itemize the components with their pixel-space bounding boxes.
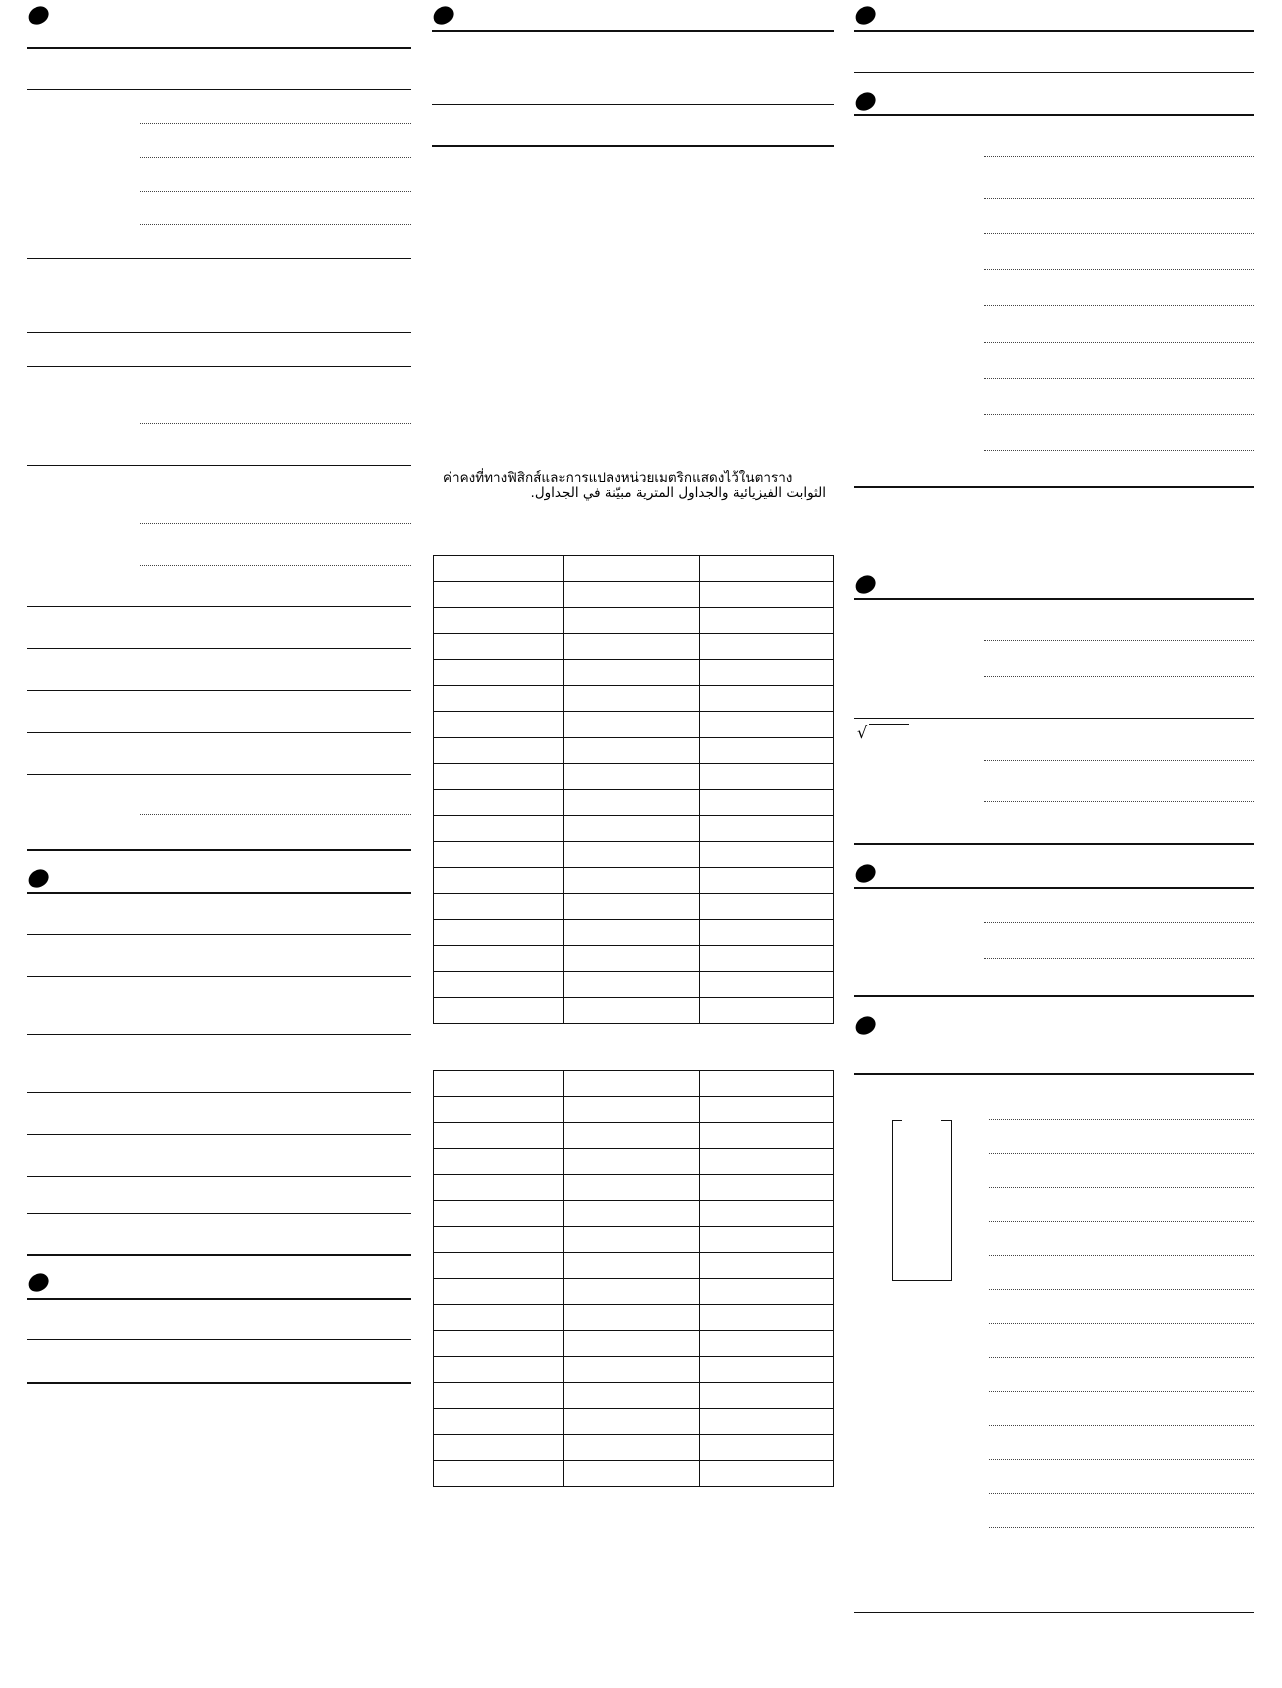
- table-row: [434, 972, 834, 998]
- divider: [854, 30, 1254, 32]
- divider: [27, 606, 411, 607]
- radical-bar: [869, 724, 909, 725]
- table-row: [434, 686, 834, 712]
- divider: [27, 732, 411, 733]
- answer-line[interactable]: [984, 378, 1254, 379]
- section-marker-icon: [853, 1014, 879, 1038]
- left-column: [27, 0, 411, 1688]
- table-row: [434, 764, 834, 790]
- answer-line[interactable]: [989, 1187, 1254, 1188]
- divider: [27, 366, 411, 367]
- table-row: [434, 1331, 834, 1357]
- divider: [27, 1298, 411, 1300]
- answer-line[interactable]: [989, 1153, 1254, 1154]
- table-row: [434, 1175, 834, 1201]
- square-root-icon: √: [857, 723, 868, 742]
- table-row: [434, 920, 834, 946]
- answer-line[interactable]: [989, 1221, 1254, 1222]
- table-row: [434, 1149, 834, 1175]
- divider: [27, 1176, 411, 1177]
- table-row: [434, 1071, 834, 1097]
- answer-line[interactable]: [140, 123, 411, 124]
- divider: [854, 995, 1254, 997]
- answer-line[interactable]: [984, 233, 1254, 234]
- answer-line[interactable]: [984, 640, 1254, 641]
- answer-line[interactable]: [989, 1527, 1254, 1528]
- divider: [27, 332, 411, 333]
- answer-line[interactable]: [984, 760, 1254, 761]
- divider: [27, 774, 411, 775]
- answer-line[interactable]: [984, 958, 1254, 959]
- constants-caption-arabic: الثوابت الفيزيائية والجداول المترية مبيّنة في الجداول.: [530, 485, 826, 501]
- answer-line[interactable]: [989, 1119, 1254, 1120]
- divider: [432, 30, 834, 32]
- table-row: [434, 868, 834, 894]
- divider: [854, 486, 1254, 488]
- table-row: [434, 894, 834, 920]
- answer-line[interactable]: [989, 1323, 1254, 1324]
- divider: [27, 1213, 411, 1214]
- divider: [27, 258, 411, 259]
- divider: [27, 892, 411, 894]
- answer-line[interactable]: [989, 1391, 1254, 1392]
- table-row: [434, 634, 834, 660]
- right-column: [854, 0, 1254, 1688]
- section-marker-icon: [853, 862, 879, 886]
- divider: [27, 89, 411, 90]
- divider: [854, 843, 1254, 845]
- answer-line[interactable]: [140, 224, 411, 225]
- answer-line[interactable]: [140, 157, 411, 158]
- divider: [27, 1034, 411, 1035]
- section-marker-icon: [431, 4, 457, 28]
- table-row: [434, 660, 834, 686]
- divider: [27, 465, 411, 466]
- divider: [854, 887, 1254, 889]
- divider: [27, 690, 411, 691]
- answer-line[interactable]: [989, 1459, 1254, 1460]
- divider: [27, 976, 411, 977]
- answer-line[interactable]: [984, 269, 1254, 270]
- divider: [27, 1339, 411, 1340]
- answer-line[interactable]: [984, 922, 1254, 923]
- answer-line[interactable]: [989, 1357, 1254, 1358]
- table-row: [434, 556, 834, 582]
- answer-line[interactable]: [984, 305, 1254, 306]
- table-row: [434, 1305, 834, 1331]
- divider: [27, 1382, 411, 1384]
- divider: [27, 648, 411, 649]
- divider: [432, 145, 834, 147]
- answer-line[interactable]: [984, 198, 1254, 199]
- section-marker-icon: [26, 4, 52, 28]
- answer-line[interactable]: [989, 1425, 1254, 1426]
- answer-line[interactable]: [140, 523, 411, 524]
- table-row: [434, 1123, 834, 1149]
- section-marker-icon: [853, 90, 879, 114]
- answer-line[interactable]: [984, 801, 1254, 802]
- answer-line[interactable]: [989, 1289, 1254, 1290]
- table-row: [434, 790, 834, 816]
- table-row: [434, 842, 834, 868]
- table-row: [434, 1097, 834, 1123]
- section-marker-icon: [853, 4, 879, 28]
- table-row: [434, 1461, 834, 1487]
- divider: [27, 1134, 411, 1135]
- answer-line[interactable]: [989, 1493, 1254, 1494]
- table-row: [434, 816, 834, 842]
- table-row: [434, 1357, 834, 1383]
- divider: [27, 934, 411, 935]
- physical-constants-table: [433, 555, 834, 1024]
- table-row: [434, 946, 834, 972]
- constants-caption-thai: ค่าคงที่ทางฟิสิกส์และการแปลงหน่วยเมตริกแสดงไว้ในตาราง: [443, 470, 793, 486]
- bracket-tick-left: [892, 1120, 902, 1121]
- table-row: [434, 582, 834, 608]
- divider: [854, 114, 1254, 116]
- answer-line[interactable]: [984, 342, 1254, 343]
- answer-line[interactable]: [140, 191, 411, 192]
- answer-line[interactable]: [140, 814, 411, 815]
- table-row: [434, 1279, 834, 1305]
- answer-line[interactable]: [984, 414, 1254, 415]
- answer-line[interactable]: [984, 676, 1254, 677]
- divider: [27, 849, 411, 851]
- divider: [854, 1612, 1254, 1613]
- constants-table-body: [434, 556, 834, 1024]
- divider: [854, 72, 1254, 73]
- divider: [854, 1073, 1254, 1075]
- divider: [854, 598, 1254, 600]
- table-row: [434, 1435, 834, 1461]
- metric-conversion-table: [433, 1070, 834, 1487]
- table-row: [434, 738, 834, 764]
- answer-line[interactable]: [140, 423, 411, 424]
- answer-line[interactable]: [140, 565, 411, 566]
- conversion-table-body: [434, 1071, 834, 1487]
- table-row: [434, 1253, 834, 1279]
- middle-column: [432, 0, 834, 1688]
- table-row: [434, 998, 834, 1024]
- table-row: [434, 712, 834, 738]
- bracket-tick-right: [941, 1120, 951, 1121]
- divider: [432, 104, 834, 105]
- table-row: [434, 1383, 834, 1409]
- answer-line[interactable]: [984, 450, 1254, 451]
- answer-line[interactable]: [989, 1255, 1254, 1256]
- bracket-diagram: [892, 1120, 952, 1281]
- section-marker-icon: [26, 867, 52, 891]
- answer-line[interactable]: [984, 156, 1254, 157]
- section-marker-icon: [853, 573, 879, 597]
- divider: [27, 47, 411, 49]
- table-row: [434, 1409, 834, 1435]
- divider: [27, 1254, 411, 1256]
- section-marker-icon: [26, 1271, 52, 1295]
- table-row: [434, 608, 834, 634]
- table-row: [434, 1227, 834, 1253]
- table-row: [434, 1201, 834, 1227]
- divider: [27, 1092, 411, 1093]
- divider: [854, 718, 1254, 719]
